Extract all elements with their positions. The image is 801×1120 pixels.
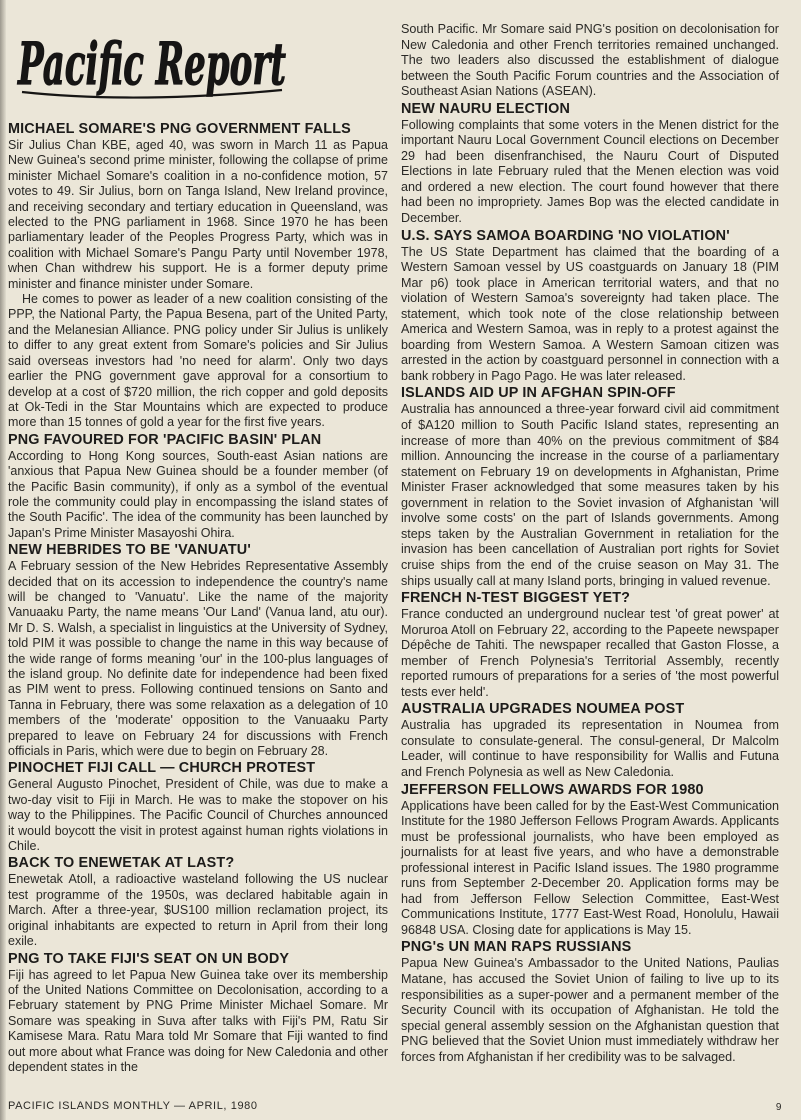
- news-item: [401, 101, 779, 227]
- news-headline: PNG TO TAKE FIJI'S SEAT ON UN BODY: [8, 950, 290, 967]
- news-item: [401, 22, 779, 100]
- news-item: [8, 121, 388, 431]
- masthead-title: Pacific Report: [16, 30, 287, 98]
- news-headline: ISLANDS AID UP IN AFGHAN SPIN-OFF: [401, 385, 676, 402]
- news-item: [401, 228, 779, 385]
- masthead: [14, 12, 394, 112]
- news-paragraph: Australia has upgraded its representation in Noumea from consulate to consulate-general. The consul-general, Dr Malcolm Leader, will continue to have responsibility for Wallis and Futuna and French Polynesia as well as New Caledonia.: [401, 718, 779, 779]
- news-item: [8, 951, 388, 1076]
- news-headline: NEW HEBRIDES TO BE 'VANUATU': [8, 542, 251, 559]
- news-paragraph: A February session of the New Hebrides Representative Assembly decided that on its accession to independence the country's name will be changed to 'Vanuatu'. Like the name of the majority Vanuaaku Party, the name means 'Our Land' (Vanua land, atu our). Mr D. S. Walsh, a specialist in linguistics at the University of Sydney, told PIM it was possible to change the name in this way because of the wide range of forms meaning 'our' in the 100-plus languages of the island group. No definite date for independence had been fixed as PIM went to press. Following continued tensions on Santo and Tanna in February, there was some relaxation as a delegation of 10 members of the 'moderate' opposition to the Vanuaaku Party prepared to leave on February 24 for discussions with French officials in Paris, which were due to begin on February 28.: [8, 559, 388, 759]
- news-headline: PNG FAVOURED FOR 'PACIFIC BASIN' PLAN: [8, 431, 322, 448]
- news-paragraph: The US State Department has claimed that the boarding of a Western Samoan vessel by US coastguards on January 18 (PIM Mar p6) took place in American territorial waters, and that no violation of Western Samoa's sovereignty had taken place. The statement, which took note of the close relationship between America and Western Samoa, was in reply to a protest against the boarding from Western Samoa. A Western Samoan citizen was arrested in the action by coastguard personnel in connection with a bank robbery in Pago Pago. He was later released.: [401, 244, 779, 383]
- right-column: [401, 22, 779, 1066]
- news-item: [8, 760, 388, 854]
- news-paragraph: Applications have been called for by the East-West Communication Institute for the 1980 Jefferson Fellows Program Awards. Applicants must be professional journalists, who have been employed as journalists for at least five years, and who have a demonstrable professional interest in Pacific Island issues. The 1980 programme runs from September 2-December 20. Application forms may be had from Jefferson Fellow Selection Committee, East-West Communications Institute, 1777 East-West Road, Honolulu, Hawaii 96848 USA. Closing date for applications is May 15.: [401, 798, 779, 937]
- news-item: [401, 782, 779, 939]
- news-item: [8, 855, 388, 949]
- publication-line: PACIFIC ISLANDS MONTHLY — APRIL, 1980: [8, 1100, 258, 1112]
- news-paragraph: Papua New Guinea's Ambassador to the United Nations, Paulias Matane, has accused the Soviet Union of failing to live up to its responsibilities as a super-power and a permanent member of the Security Council with its occupation of Afghanistan. He told the special general assembly session on the Afghanistan question that PNG believed that the Soviet Union must immediately withdraw her forces from Afghanistan if her credibility was to be salvaged.: [401, 956, 779, 1064]
- news-item: [401, 385, 779, 589]
- news-paragraph: Following complaints that some voters in the Menen district for the important Nauru Local Government Council elections on December 29 had been disenfranchised, the Nauru Court of Disputed Elections in late February ruled that the Menen election was void and ordered a new election. The court found however that there had been no impropriety. James Bop was the elected candidate in December.: [401, 117, 779, 226]
- news-item: [8, 542, 388, 759]
- page-footer: [8, 1100, 794, 1116]
- page-binding-edge: [0, 0, 6, 1120]
- news-paragraph: Enewetak Atoll, a radioactive wasteland following the US nuclear test programme of the 1950s, was declared habitable again in March. After a three-year, $US100 million reclamation project, its original inhabitants are expected to return in April from their long exile.: [8, 872, 388, 949]
- news-headline: FRENCH N-TEST BIGGEST YET?: [401, 590, 631, 607]
- news-item: [401, 939, 779, 1065]
- news-headline: AUSTRALIA UPGRADES NOUMEA POST: [401, 701, 685, 718]
- news-headline: BACK TO ENEWETAK AT LAST?: [8, 855, 235, 872]
- news-item: [8, 432, 388, 541]
- news-paragraph: According to Hong Kong sources, South-east Asian nations are 'anxious that Papua New Guinea should be a founder member (of the Pacific Basin community), if only as a symbol of the eventual role the community could play in encompassing the island states of the South Pacific'. The idea of the community has been launched by Japan's Prime Minister Masayoshi Ohira.: [8, 448, 388, 540]
- news-headline: NEW NAURU ELECTION: [401, 100, 570, 117]
- masthead-logo: [14, 12, 394, 112]
- news-headline: MICHAEL SOMARE'S PNG GOVERNMENT FALLS: [8, 121, 351, 137]
- news-headline: JEFFERSON FELLOWS AWARDS FOR 1980: [401, 781, 704, 798]
- news-headline: U.S. SAYS SAMOA BOARDING 'NO VIOLATION': [401, 227, 730, 244]
- news-paragraph: Australia has announced a three-year forward civil aid commitment of $A120 million to South Pacific Island states, representing an increase of more than 40% on the previous commitment of $84 million. Announcing the increase in the course of a parliamentary statement on February 19 on developments in Afghanistan, Prime Minister Fraser acknowledged that some measures taken by his government in relation to the Soviet invasion of Afghanistan 'will involve some costs' on the part of Islands governments. Among steps taken by the Australian Government in retaliation for the invasion has been cancellation of Australian port rights for Soviet cruise ships from the end of the cruise season on May 31. The ships usually call at many Island ports, bringing in valued revenue.: [401, 402, 779, 588]
- news-paragraph: He comes to power as leader of a new coalition consisting of the PPP, the National Party, the Papua Besena, part of the United Party, and the Melanesian Alliance. PNG policy under Sir Julius is unlikely to differ to any great extent from Somare's policies and Sir Julius said overseas investors had 'no need for alarm'. Only two days earlier the PNG government gave approval for a consortium to develop at a cost of $720 million, the rich copper and gold deposits at Ok-Tedi in the Star Mountains which are expected to produce more than 15 tonnes of gold a year for the first five years.: [8, 292, 388, 430]
- page-number: 9: [775, 1102, 782, 1113]
- news-headline: PNG's UN MAN RAPS RUSSIANS: [401, 939, 632, 956]
- news-paragraph: Sir Julius Chan KBE, aged 40, was sworn in March 11 as Papua New Guinea's second prime minister, following the collapse of prime minister Michael Somare's coalition in a no-confidence motion, 57 votes to 49. Sir Julius, born on Tanga Island, New Ireland province, and receiving secondary and tertiary education in Queensland, was elected to the PNG parliament in 1968. Since 1970 he has been parliamentary leader of the Peoples Progress Party, which was in coalition with Michael Somare's Pangu Party until November 1978, when Chan withdrew his support. He is a former deputy prime minister and finance minister under Somare.: [8, 138, 388, 291]
- news-paragraph: South Pacific. Mr Somare said PNG's position on decolonisation for New Caledonia and other French territories remained unchanged. The two leaders also discussed the establishment of dialogue between the South Pacific Forum countries and the Association of Southeast Asian Nations (ASEAN).: [401, 22, 779, 99]
- news-paragraph: Fiji has agreed to let Papua New Guinea take over its membership of the United Nations Committee on Decolonisation, according to a February statement by PNG Prime Minister Michael Somare. Mr Somare was speaking in Suva after talks with Fiji's PM, Ratu Sir Kamisese Mara. Ratu Mara told Mr Somare that Fiji wanted to find out more about what France was doing for New Caledonia and other dependent states in the: [8, 967, 388, 1074]
- news-item: [401, 701, 779, 780]
- left-column: [8, 121, 388, 1076]
- news-headline: PINOCHET FIJI CALL — CHURCH PROTEST: [8, 760, 316, 777]
- news-paragraph: General Augusto Pinochet, President of Chile, was due to make a two-day visit to Fiji in March. He was to make the stopover on his way to the Philippines. The Pacific Council of Churches announced it would boycott the visit in protest against human rights violations in Chile.: [8, 777, 388, 854]
- news-paragraph: France conducted an underground nuclear test 'of great power' at Moruroa Atoll on February 22, according to the Papeete newspaper Dépêche de Tahiti. The newspaper recalled that Gaston Flosse, a member of French Polynesia's Territorial Assembly, recently reported rumours of preparations for a series of 'the most powerful tests ever held'.: [401, 607, 779, 699]
- news-item: [401, 590, 779, 700]
